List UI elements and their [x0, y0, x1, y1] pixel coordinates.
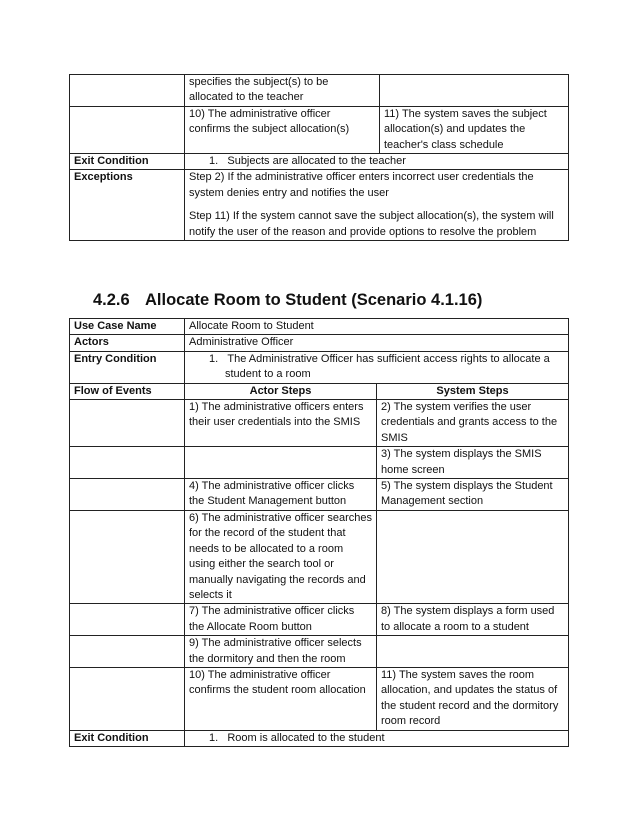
table-row [70, 400, 569, 447]
table-row [70, 319, 569, 335]
list-number: 1. [209, 352, 219, 365]
empty-cell [70, 75, 185, 107]
empty-cell [70, 636, 185, 668]
exit-condition-value [185, 730, 569, 746]
empty-cell [70, 400, 185, 447]
empty-cell [70, 667, 185, 730]
system-steps-header: System Steps [377, 383, 569, 399]
subject-allocation-table-continued [69, 74, 569, 241]
use-case-name-label: Use Case Name [70, 319, 185, 335]
system-step-cell: 11) The system saves the subject allocation(s) and updates the teacher's class schedule [380, 106, 569, 153]
empty-cell [70, 479, 185, 511]
actor-step-cell: 10) The administrative officer confirms the subject allocation(s) [185, 106, 380, 153]
empty-cell [70, 447, 185, 479]
actor-step-cell: 1) The administrative officers enters their user credentials into the SMIS [185, 400, 377, 447]
exception-paragraph: Step 11) If the system cannot save the subject allocation(s), the system will notify the user of the reason and provide options to resolve the problem [189, 210, 554, 238]
system-step-cell [377, 636, 569, 668]
use-case-name-value: Allocate Room to Student [185, 319, 569, 335]
table-row [70, 604, 569, 636]
table-row [70, 447, 569, 479]
list-text: Room is allocated to the student [227, 731, 385, 744]
exit-condition-label: Exit Condition [70, 154, 185, 170]
exit-condition-value [185, 154, 569, 170]
actors-value: Administrative Officer [185, 335, 569, 351]
section-number: 4.2.6 [93, 291, 130, 309]
section-heading [93, 291, 482, 310]
actor-step-cell: 9) The administrative officer selects the dormitory and then the room [185, 636, 377, 668]
exceptions-value [185, 170, 569, 241]
system-step-cell: 8) The system displays a form used to allocate a room to a student [377, 604, 569, 636]
list-number: 1. [209, 155, 219, 168]
empty-cell [70, 604, 185, 636]
system-step-cell [377, 510, 569, 603]
list-item [189, 352, 564, 383]
flow-of-events-label: Flow of Events [70, 383, 185, 399]
table-row [70, 351, 569, 383]
list-text: Subjects are allocated to the teacher [227, 155, 406, 168]
system-step-cell: 5) The system displays the Student Management section [377, 479, 569, 511]
exception-paragraph: Step 2) If the administrative officer enters incorrect user credentials the system denies entry and notifies the user [189, 171, 534, 199]
actor-step-cell: specifies the subject(s) to be allocated to the teacher [185, 75, 380, 107]
entry-condition-label: Entry Condition [70, 351, 185, 383]
table-row [70, 335, 569, 351]
table-row [70, 154, 569, 170]
system-step-cell: 3) The system displays the SMIS home screen [377, 447, 569, 479]
table-row [70, 510, 569, 603]
empty-cell [70, 510, 185, 603]
exceptions-label: Exceptions [70, 170, 185, 241]
actor-step-cell: 4) The administrative officer clicks the Student Management button [185, 479, 377, 511]
system-step-cell [380, 75, 569, 107]
section-title: Allocate Room to Student (Scenario 4.1.16) [145, 291, 483, 309]
allocate-room-use-case-table [69, 318, 569, 747]
table-row [70, 106, 569, 153]
list-number: 1. [209, 731, 219, 744]
table-row [70, 170, 569, 241]
actor-step-cell: 6) The administrative officer searches for the record of the student that needs to be allocated to a room using either the search tool or manually navigating the records and selects it [185, 510, 377, 603]
actor-step-cell: 7) The administrative officer clicks the Allocate Room button [185, 604, 377, 636]
table-row [70, 479, 569, 511]
actor-steps-header: Actor Steps [185, 383, 377, 399]
actor-step-cell [185, 447, 377, 479]
table-row [70, 75, 569, 107]
system-step-cell: 11) The system saves the room allocation, and updates the status of the student record and the dormitory room record [377, 667, 569, 730]
actor-step-cell: 10) The administrative officer confirms the student room allocation [185, 667, 377, 730]
table-row [70, 636, 569, 668]
list-text: The Administrative Officer has sufficient access rights to allocate a student to a room [225, 352, 550, 381]
table-row [70, 383, 569, 399]
exit-condition-label: Exit Condition [70, 730, 185, 746]
entry-condition-value [185, 351, 569, 383]
actors-label: Actors [70, 335, 185, 351]
table-row [70, 730, 569, 746]
system-step-cell: 2) The system verifies the user credentials and grants access to the SMIS [377, 400, 569, 447]
empty-cell [70, 106, 185, 153]
table-row [70, 667, 569, 730]
